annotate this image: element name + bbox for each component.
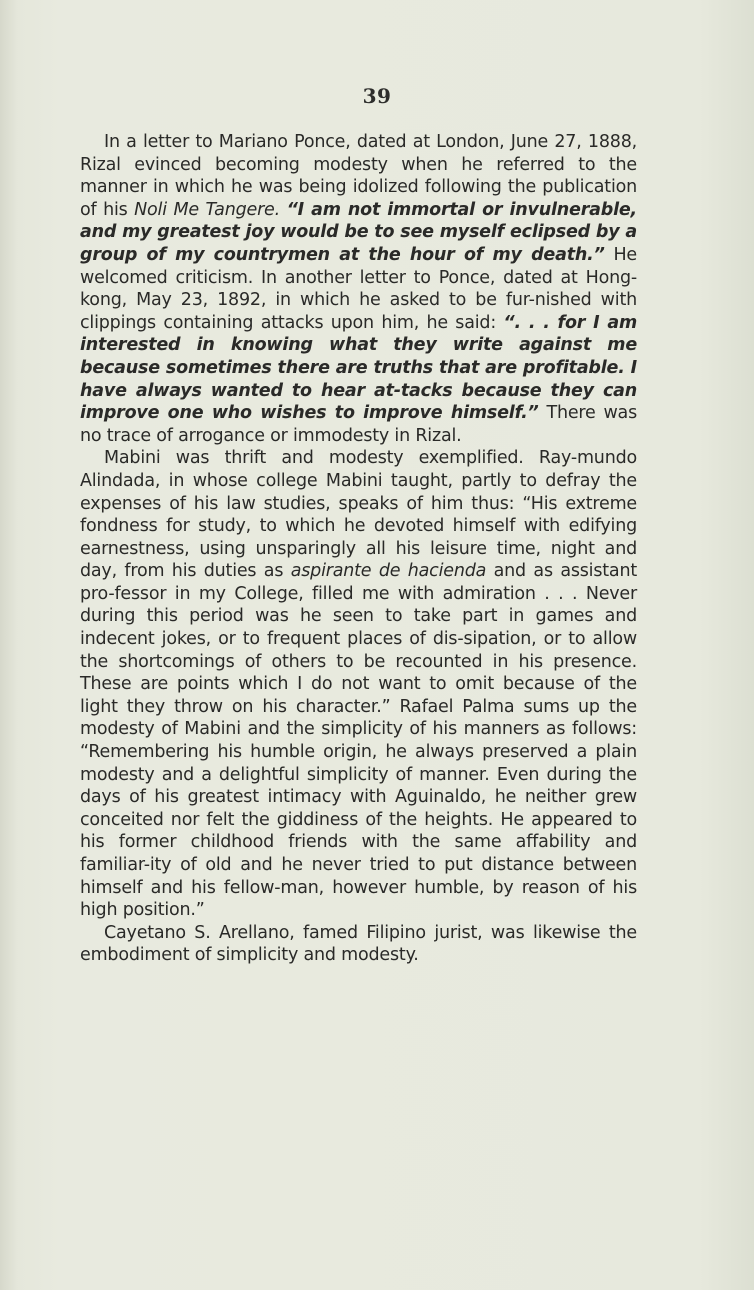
italic-text: aspirante de hacienda xyxy=(290,561,487,582)
text-run: He welcomed criticism. In another letter to Ponce, dated at Hong-kong, May 23, 1892, in which he asked to be fur-nished with clippings containing attacks upon him, he said: xyxy=(80,244,637,333)
emphasized-quote: “. . . for I am interested in knowing what they write against me because sometimes there are truths that are profitable. I have always wanted to hear at-tacks because they can improve one who wishes to improve himself.” xyxy=(80,312,637,424)
text-run xyxy=(280,200,287,220)
page-number: 39 xyxy=(362,84,392,108)
paragraph xyxy=(80,131,637,447)
body-text xyxy=(80,131,637,967)
text-run: In a letter to Mariano Ponce, dated at London, June 27, 1888, Rizal evinced becoming modesty when he referred to the manner in which he was being idolized following the publication of his xyxy=(80,132,637,220)
paragraph xyxy=(80,447,637,921)
text-run: Mabini was thrift and modesty exemplified. Ray-mundo Alindada, in whose college Mabini taught, partly to defray the expenses of his law studies, speaks of him thus: “His extreme fondness for study, to which he devoted himself with edifying earnestness, using unsparingly all his leisure time, night and day, from his duties as xyxy=(80,448,637,582)
italic-text: Noli Me Tangere. xyxy=(134,199,280,220)
text-run: and as assistant pro-fessor in my College, filled me with admiration . . . Never during this period was he seen to take part in games and indecent jokes, or to frequent places of dis-sipation, or to allow the shortcomings of others to be recounted in his presence. These are points which I do not want to omit because of the light they throw on his character.” Rafael Palma sums up the modesty of Mabini and the simplicity of his manners as follows: “Remembering his humble origin, he always preserved a plain modesty and a delightful simplicity of manner. Even during the days of his greatest intimacy with Aguinaldo, he neither grew conceited nor felt the giddiness of the heights. He appeared to his former childhood friends with the same affability and familiar-ity of old and he never tried to put distance between himself and his fellow-man, however humble, by reason of his high position.” xyxy=(80,561,638,921)
paragraph xyxy=(80,922,637,967)
emphasized-quote: “I am not immortal or invulnerable, and my greatest joy would be to see myself eclipsed by a group of my countrymen at the hour of my death.” xyxy=(80,199,637,265)
text-run: Cayetano S. Arellano, famed Filipino jurist, was likewise the embodiment of simplicity and modesty. xyxy=(80,922,637,966)
text-run: There was no trace of arrogance or immodesty in Rizal. xyxy=(80,403,637,446)
